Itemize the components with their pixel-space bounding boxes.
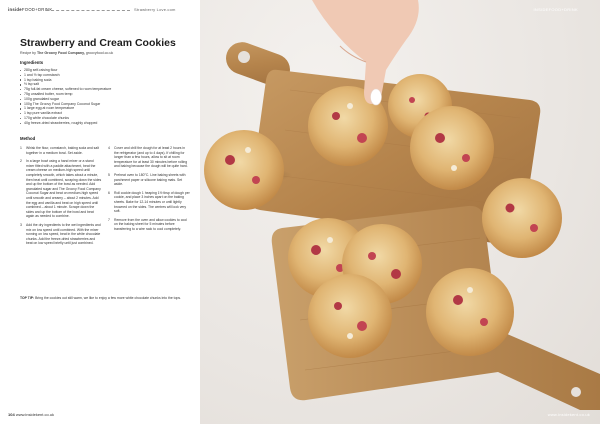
article-page [0,0,200,424]
tip-label: TOP TIP: [20,296,35,300]
step-number: 5 [108,172,110,177]
method-heading: Method [20,136,36,141]
cookie [204,130,284,210]
step-text: Add the dry ingredients to the wet ingredients and mix on low speed until combined. With the mixer running on low speed, beat in the white chocolate chunks. Add the freeze-dried strawberries and beat on low speed briefly until just combined. [26,222,101,246]
masthead-brand: inside [8,7,22,12]
step-number: 4 [108,146,110,150]
step-number: 2 [20,159,22,164]
cookie [410,106,494,190]
method-step [108,146,190,169]
ingredient-item: 1 tsp pure vanilla extract [20,111,120,116]
step-text: Roll cookie dough 1 heaping 1½ tbsp of dough per cookie, and place 3 inches apart on the baking sheets. Bake for 12-14 minutes or until lightly browned on the sides. The centres will look very soft. [114,190,190,214]
cookie-photo [200,0,600,424]
method-step [20,146,102,155]
ingredient-item: 40g freeze-dried strawberries, roughly chopped [20,121,120,126]
tip-text: Bring the cookies out still warm, we like to enjoy a few more white chocolate chunks into the tops. [34,296,182,300]
step-text: Remove from the oven and allow cookies to cool on the baking sheet for 5 minutes before transferring to a wire rack to cool completely. [114,217,187,231]
ingredient-item: 100g granulated sugar [20,97,120,102]
masthead-divider [46,10,130,11]
byline-suffix: groovyfood.co.uk [84,51,114,55]
method-step [20,223,102,246]
byline-prefix: Recipe by [20,51,37,55]
top-tip [20,296,190,301]
step-text: Preheat oven to 180°C. Line baking sheets with parchment paper or silicone baking mats. Set aside. [114,172,186,187]
method-step [108,173,190,187]
masthead-section: FOOD+DRINK [21,7,53,12]
ingredient-item: 1 large egg at room temperature [20,106,120,111]
method-step [20,159,102,219]
ingredient-item: 1 and ½ tsp cornstarch [20,73,120,78]
step-text: Whisk the flour, cornstarch, baking soda and salt together in a medium bowl. Set aside. [26,146,99,155]
step-number: 3 [20,222,22,227]
step-number: 1 [20,146,22,150]
recipe-title: Strawberry and Cream Cookies [20,37,176,49]
step-number: 6 [108,190,110,195]
page-footer [8,412,54,417]
ingredient-item: 1 tsp baking soda [20,78,120,83]
ingredients-heading: Ingredients [20,60,44,65]
cookie [426,268,514,356]
step-number: 7 [108,217,110,222]
cookie [482,178,562,258]
method-step [108,191,190,214]
method-column-2 [108,146,190,236]
step-text: In a large bowl using a hand mixer or a stand mixer fitted with a paddle attachment, beat the cream cheese on medium-high speed until completely smooth, which takes about a minute, then beat until combined, scraping down the sides and up the bottom of the bowl as needed. Add granulated sugar and The Groovy Food Company Coconut Sugar and beat on medium-high speed until smooth and creamy – about 2 minutes. Add the egg and vanilla and beat on high speed until combined – about 1 minute. Scrape down the sides and up the bottom of the bowl and beat again as needed to combine. [26,159,102,219]
cookie [308,274,392,358]
method-column-1 [20,146,102,250]
ingredient-item: 100g The Groovy Food Company Coconut Sugar [20,102,120,107]
ingredient-item: ½ tsp salt [20,82,120,87]
section-tag: INSIDEFOOD+DRINK [533,7,578,12]
ingredient-item: 280g self-raising flour [20,68,120,73]
byline-author: The Groovy Food Company, [36,51,85,55]
method-step [108,218,190,232]
cookie-illustration [200,0,600,424]
ingredients-list [20,68,120,126]
masthead-kicker: Strawberry Love.com [134,7,176,12]
page-number: 104 [8,412,15,417]
footer-site-right: www.insidekent.co.uk [547,412,590,417]
ingredient-item: 75g full-fat cream cheese, softened to room temperature [20,87,120,92]
recipe-byline [20,51,113,55]
step-text: Cover and chill the dough for at least 2 hours in the refrigerator (and up to 4 days). If chilling for longer than a few hours, allow to sit at room temperature for at least 30 minutes before rolling and baking because the dough will be quite hard. [114,146,188,169]
ingredient-item: 75g unsalted butter, room temp [20,92,120,97]
ingredient-item: 170g white chocolate chunks [20,116,120,121]
footer-site: www.insidekent.co.uk [15,412,55,417]
